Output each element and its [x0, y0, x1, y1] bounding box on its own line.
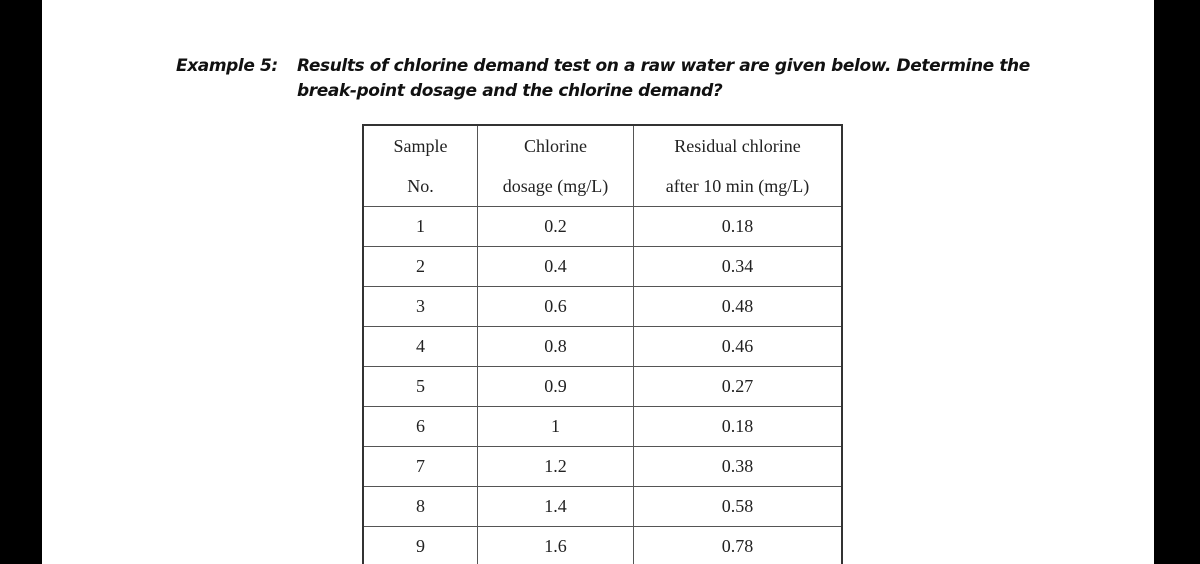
example-label: Example 5: — [176, 56, 278, 76]
cell-dosage: 0.9 — [478, 367, 634, 407]
cell-sample: 7 — [363, 447, 478, 487]
document-page — [42, 0, 1154, 564]
cell-dosage: 0.8 — [478, 327, 634, 367]
cell-residual: 0.18 — [634, 207, 843, 247]
table-row — [363, 287, 842, 327]
cell-sample: 1 — [363, 207, 478, 247]
cell-dosage: 0.2 — [478, 207, 634, 247]
cell-residual: 0.18 — [634, 407, 843, 447]
table-row — [363, 487, 842, 527]
cell-dosage: 1.2 — [478, 447, 634, 487]
cell-residual: 0.78 — [634, 527, 843, 564]
header-sample: Sample — [363, 125, 478, 166]
cell-residual: 0.27 — [634, 367, 843, 407]
problem-text — [297, 54, 1057, 104]
cell-sample: 9 — [363, 527, 478, 564]
cell-dosage: 1 — [478, 407, 634, 447]
table-header-row-1 — [363, 125, 842, 166]
table-row — [363, 207, 842, 247]
problem-text-line-2: break-point dosage and the chlorine demand? — [297, 81, 723, 101]
cell-sample: 8 — [363, 487, 478, 527]
table-row — [363, 367, 842, 407]
header-sample-no: No. — [363, 166, 478, 207]
table-header-row-2 — [363, 166, 842, 207]
cell-sample: 4 — [363, 327, 478, 367]
cell-dosage: 1.4 — [478, 487, 634, 527]
table-row — [363, 407, 842, 447]
cell-dosage: 0.6 — [478, 287, 634, 327]
cell-residual: 0.46 — [634, 327, 843, 367]
table-row — [363, 527, 842, 564]
cell-residual: 0.34 — [634, 247, 843, 287]
cell-sample: 3 — [363, 287, 478, 327]
cell-residual: 0.48 — [634, 287, 843, 327]
header-dosage: Chlorine — [478, 125, 634, 166]
cell-sample: 6 — [363, 407, 478, 447]
header-residual-unit: after 10 min (mg/L) — [634, 166, 843, 207]
cell-dosage: 1.6 — [478, 527, 634, 564]
table-row — [363, 447, 842, 487]
header-dosage-unit: dosage (mg/L) — [478, 166, 634, 207]
cell-residual: 0.58 — [634, 487, 843, 527]
cell-sample: 2 — [363, 247, 478, 287]
cell-residual: 0.38 — [634, 447, 843, 487]
table-row — [363, 327, 842, 367]
chlorine-demand-table — [362, 124, 843, 564]
cell-sample: 5 — [363, 367, 478, 407]
header-residual: Residual chlorine — [634, 125, 843, 166]
cell-dosage: 0.4 — [478, 247, 634, 287]
problem-text-line-1: Results of chlorine demand test on a raw water are given below. Determine the — [297, 56, 1030, 76]
table-row — [363, 247, 842, 287]
